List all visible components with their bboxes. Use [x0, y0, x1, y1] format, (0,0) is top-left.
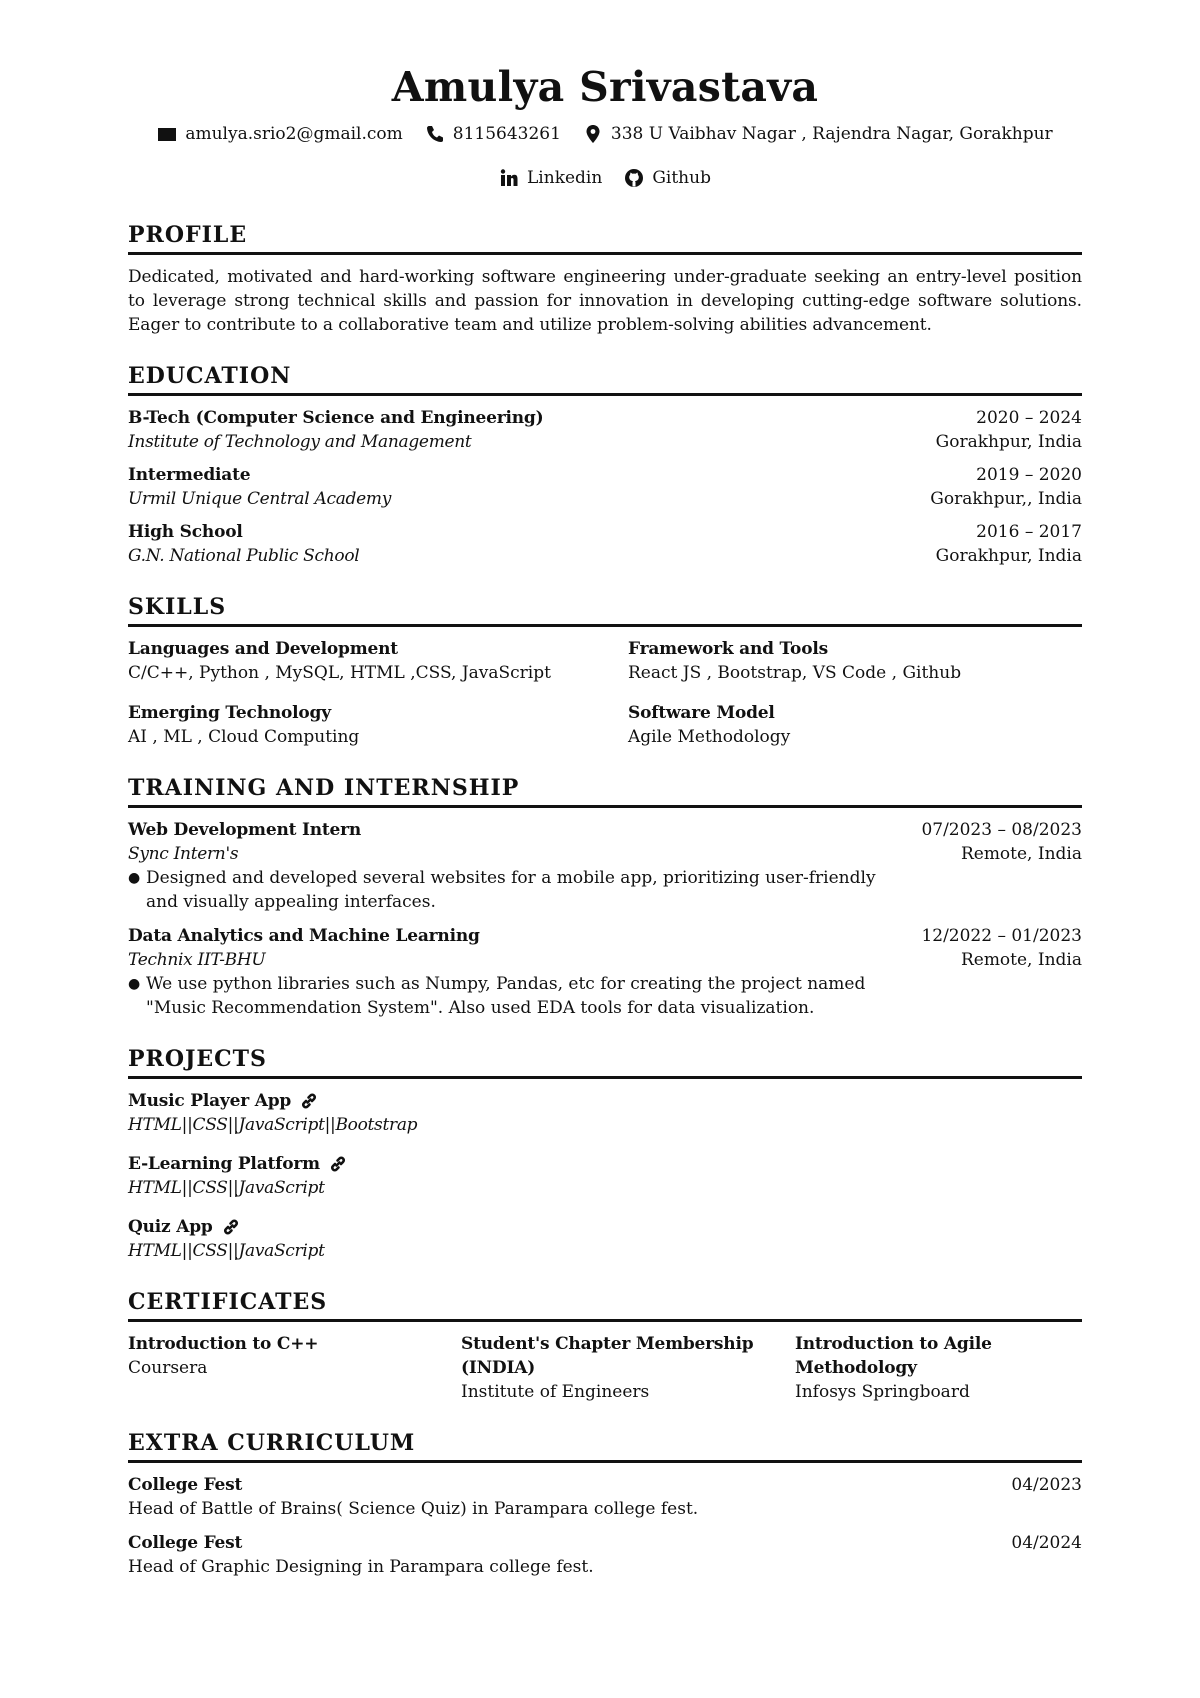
- map-pin-icon: [583, 124, 603, 144]
- activity-date: 04/2023: [1011, 1475, 1082, 1495]
- resume-page: [128, 0, 1082, 1579]
- skills-section: [128, 592, 1082, 749]
- section-title: CERTIFICATES: [128, 1287, 1082, 1322]
- skill-value: Agile Methodology: [628, 727, 791, 747]
- education-item: [128, 463, 1082, 511]
- certificates-section: [128, 1287, 1082, 1404]
- bullet-text: We use python libraries such as Numpy, Pandas, etc for creating the project named "Music Recommendation System". Also used EDA tools for data visualization.: [146, 974, 866, 1018]
- github-link[interactable]: [624, 168, 711, 188]
- link-icon[interactable]: [301, 1093, 317, 1109]
- activity-date: 04/2024: [1011, 1533, 1082, 1553]
- skill-heading: Software Model: [628, 703, 775, 723]
- location: Remote, India: [960, 950, 1082, 970]
- linkedin-text[interactable]: Linkedin: [527, 168, 603, 188]
- training-item: [128, 924, 1082, 1020]
- skill-value: C/C++, Python , MySQL, HTML ,CSS, JavaScript: [128, 663, 551, 683]
- location: Remote, India: [960, 844, 1082, 864]
- project-stack: HTML||CSS||JavaScript||Bootstrap: [128, 1115, 418, 1135]
- extra-curriculum-section: [128, 1428, 1082, 1579]
- certificate-name: Introduction to C++: [128, 1334, 319, 1354]
- project-stack: HTML||CSS||JavaScript: [128, 1241, 325, 1261]
- certificate-issuer: Coursera: [128, 1358, 208, 1378]
- phone-text[interactable]: 8115643261: [452, 124, 561, 144]
- link-icon[interactable]: [223, 1219, 239, 1235]
- certificate-item: [128, 1332, 461, 1404]
- school: Urmil Unique Central Academy: [128, 489, 392, 509]
- skill-heading: Languages and Development: [128, 639, 398, 659]
- github-icon: [624, 168, 644, 188]
- activity-description: Head of Battle of Brains( Science Quiz) in Parampara college fest.: [128, 1499, 699, 1519]
- section-title: PROJECTS: [128, 1044, 1082, 1079]
- role: Data Analytics and Machine Learning: [128, 926, 480, 946]
- activity-name: College Fest: [128, 1533, 243, 1553]
- dates: 2016 – 2017: [976, 522, 1082, 542]
- school: Institute of Technology and Management: [128, 432, 472, 452]
- contact-row-primary: [128, 120, 1082, 148]
- dates: 12/2022 – 01/2023: [921, 926, 1082, 946]
- project-name: Music Player App: [128, 1091, 292, 1111]
- certificate-name: Introduction to Agile Methodology: [795, 1334, 992, 1378]
- bullet-point: [128, 866, 888, 914]
- dates: 2020 – 2024: [976, 408, 1082, 428]
- location: Gorakhpur, India: [935, 432, 1082, 452]
- certificate-issuer: Institute of Engineers: [461, 1382, 650, 1402]
- activity-item: [128, 1531, 1082, 1579]
- bullet-text: Designed and developed several websites for a mobile app, prioritizing user-friendly and visually appealing interfaces.: [146, 868, 876, 912]
- activity-name: College Fest: [128, 1475, 243, 1495]
- section-title: SKILLS: [128, 592, 1082, 627]
- degree: High School: [128, 522, 243, 542]
- school: G.N. National Public School: [128, 546, 360, 566]
- project-item: [128, 1089, 1082, 1137]
- profile-summary: Dedicated, motivated and hard-working software engineering under-graduate seeking an entry-level position to leverage strong technical skills and passion for innovation in developing cutting-edge software solutions. Eager to contribute to a collaborative team and utilize problem-solving abilities advancement.: [128, 267, 1082, 335]
- contact-row-links: [128, 164, 1082, 192]
- linkedin-icon: [499, 168, 519, 188]
- section-title: EDUCATION: [128, 361, 1082, 396]
- certificate-item: [795, 1332, 1082, 1404]
- dates: 2019 – 2020: [976, 465, 1082, 485]
- section-title: PROFILE: [128, 220, 1082, 255]
- envelope-icon: [157, 124, 177, 144]
- skill-value: AI , ML , Cloud Computing: [128, 727, 360, 747]
- skill-group: [628, 701, 1082, 749]
- address-contact: [583, 124, 1053, 144]
- bullet-point: [128, 972, 908, 1020]
- organization: Sync Intern's: [128, 844, 239, 864]
- github-text[interactable]: Github: [652, 168, 711, 188]
- organization: Technix IIT-BHU: [128, 950, 266, 970]
- project-name: E-Learning Platform: [128, 1154, 320, 1174]
- certificate-name: Student's Chapter Membership (INDIA): [461, 1334, 754, 1378]
- skill-group: [628, 637, 1082, 685]
- project-stack: HTML||CSS||JavaScript: [128, 1178, 325, 1198]
- section-title: EXTRA CURRICULUM: [128, 1428, 1082, 1463]
- bullet-icon: ●: [128, 976, 141, 992]
- skill-heading: Framework and Tools: [628, 639, 828, 659]
- phone-icon: [425, 124, 445, 144]
- candidate-name: Amulya Srivastava: [391, 63, 819, 111]
- location: Gorakhpur, India: [935, 546, 1082, 566]
- education-item: [128, 520, 1082, 568]
- degree: B-Tech (Computer Science and Engineering): [128, 408, 544, 428]
- phone-contact[interactable]: [425, 124, 561, 144]
- training-section: [128, 773, 1082, 1020]
- section-title: TRAINING AND INTERNSHIP: [128, 773, 1082, 808]
- certificate-item: [461, 1332, 795, 1404]
- project-name: Quiz App: [128, 1217, 213, 1237]
- skill-group: [128, 637, 628, 685]
- address-text: 338 U Vaibhav Nagar , Rajendra Nagar, Gorakhpur: [610, 124, 1053, 144]
- activity-item: [128, 1473, 1082, 1521]
- bullet-icon: ●: [128, 870, 141, 886]
- degree: Intermediate: [128, 465, 251, 485]
- email-text[interactable]: amulya.srio2@gmail.com: [185, 124, 403, 144]
- projects-section: [128, 1044, 1082, 1263]
- email-contact[interactable]: [157, 124, 402, 144]
- dates: 07/2023 – 08/2023: [921, 820, 1082, 840]
- training-item: [128, 818, 1082, 914]
- linkedin-link[interactable]: [499, 168, 602, 188]
- skill-heading: Emerging Technology: [128, 703, 331, 723]
- activity-description: Head of Graphic Designing in Parampara college fest.: [128, 1557, 594, 1577]
- education-section: [128, 361, 1082, 568]
- link-icon[interactable]: [330, 1156, 346, 1172]
- project-item: [128, 1215, 1082, 1263]
- skill-group: [128, 701, 628, 749]
- education-item: [128, 406, 1082, 454]
- project-item: [128, 1152, 1082, 1200]
- role: Web Development Intern: [128, 820, 362, 840]
- profile-section: [128, 220, 1082, 337]
- certificate-issuer: Infosys Springboard: [795, 1382, 970, 1402]
- location: Gorakhpur,, India: [930, 489, 1082, 509]
- skill-value: React JS , Bootstrap, VS Code , Github: [628, 663, 962, 683]
